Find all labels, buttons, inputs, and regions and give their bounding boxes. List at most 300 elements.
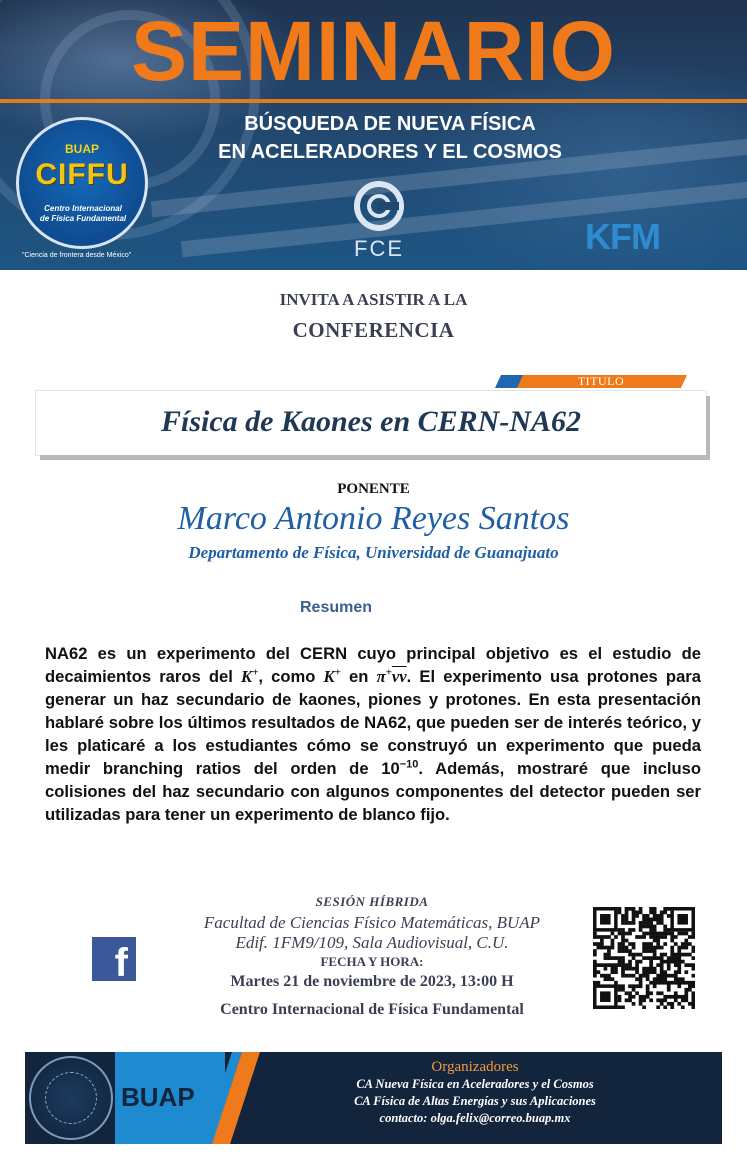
qr-module [632,967,636,971]
qr-module [653,911,657,915]
organizer-line: CA Física de Altas Energías y sus Aplicaciones [354,1094,596,1108]
qr-module [607,974,611,978]
qr-module [593,981,597,985]
qr-module [607,977,611,981]
qr-module [670,1005,674,1009]
qr-module [593,963,597,967]
qr-module [656,939,660,943]
qr-module [653,925,657,929]
qr-module [632,918,636,922]
seminar-topic-line: BÚSQUEDA DE NUEVA FÍSICA [244,113,536,135]
qr-module [628,991,632,995]
qr-module [653,953,657,957]
qr-module [649,970,653,974]
qr-module [611,967,615,971]
qr-module [670,946,674,950]
qr-module [670,995,674,999]
qr-module [621,935,625,939]
qr-module [635,911,639,915]
qr-module [663,907,667,911]
qr-module [621,988,625,992]
qr-module [618,949,622,953]
qr-module [677,981,681,985]
qr-module [653,907,657,911]
qr-module [625,918,629,922]
qr-module [625,946,629,950]
qr-module [639,974,643,978]
qr-module [674,956,678,960]
qr-module [656,918,660,922]
qr-module [691,946,695,950]
qr-module [607,946,611,950]
qr-module [618,1005,622,1009]
seminar-topic [200,110,580,166]
qr-module [593,932,597,936]
abstract-heading: Resumen [299,599,373,616]
qr-module [649,928,653,932]
qr-module [635,967,639,971]
qr-module [639,1002,643,1006]
qr-module [653,967,657,971]
qr-module [681,981,685,985]
qr-module [604,956,608,960]
fce-logo [344,180,414,264]
qr-module [628,953,632,957]
qr-module [611,956,615,960]
qr-module [593,953,597,957]
qr-module [653,949,657,953]
qr-module [677,1002,681,1006]
qr-module [656,963,660,967]
qr-module [674,963,678,967]
qr-module [691,956,695,960]
qr-module [611,977,615,981]
qr-module [646,914,650,918]
qr-module [684,995,688,999]
qr-module [621,932,625,936]
qr-module [691,949,695,953]
qr-module [618,942,622,946]
speaker-affiliation: Departamento de Física, Universidad de Guanajuato [188,543,559,562]
qr-module [677,949,681,953]
contact-email: contacto: olga.felix@correo.buap.mx [379,1111,571,1125]
invitation-line: INVITA A ASISTIR A LA [279,290,468,309]
qr-module [674,974,678,978]
qr-module [681,998,685,1002]
qr-module [656,998,660,1002]
qr-module [691,984,695,988]
qr-module [618,998,622,1002]
qr-module [628,960,632,964]
qr-module [625,967,629,971]
qr-module [600,939,604,943]
math-kaon [324,667,341,686]
qr-module [681,995,685,999]
qr-module [618,928,622,932]
qr-module [646,967,650,971]
qr-module [607,949,611,953]
qr-module [649,998,653,1002]
qr-module [688,942,692,946]
qr-module [681,953,685,957]
qr-module [646,921,650,925]
qr-module [656,942,660,946]
organizer-line: CA Nueva Física en Aceleradores y el Cosmos [356,1077,594,1091]
qr-module [656,921,660,925]
qr-module [667,988,671,992]
qr-module [607,956,611,960]
venue-line: Edif. 1FM9/109, Sala Audiovisual, C.U. [235,933,509,952]
seal-inner-ring [45,1072,97,1124]
qr-module [642,998,646,1002]
venue-line: Facultad de Ciencias Físico Matemáticas, BUAP [203,913,541,932]
qr-module [684,932,688,936]
speaker-label: PONENTE [337,481,410,497]
qr-module [649,991,653,995]
qr-module [677,977,681,981]
qr-module [642,918,646,922]
qr-module [632,921,636,925]
math-kaon [241,667,258,686]
qr-module [632,953,636,957]
talk-title-box [36,391,706,455]
title-tab-label: TITULO [577,374,625,388]
qr-module [667,981,671,985]
qr-module [639,907,643,911]
qr-module [691,935,695,939]
talk-title: Física de Kaones en CERN-NA62 [160,405,582,438]
qr-finder [677,914,688,925]
qr-module [625,991,629,995]
qr-module [660,974,664,978]
qr-module [625,963,629,967]
qr-module [646,970,650,974]
qr-module [625,911,629,915]
qr-module [688,981,692,985]
qr-module [677,953,681,957]
qr-module [635,960,639,964]
qr-module [649,949,653,953]
qr-module [611,946,615,950]
qr-module [621,1005,625,1009]
qr-module [670,1002,674,1006]
qr-module [674,981,678,985]
qr-module [660,963,664,967]
math-symbol: π [376,667,386,686]
qr-module [611,939,615,943]
qr-module [663,970,667,974]
qr-module [684,939,688,943]
organizers-title: Organizadores [431,1059,519,1075]
math-power [381,759,418,778]
qr-module [649,911,653,915]
qr-module [670,949,674,953]
qr-module [667,914,671,918]
abstract-text [45,642,701,826]
math-symbol: $\overline{\nu\nu}$ [391,667,407,686]
qr-module [635,991,639,995]
qr-module [604,963,608,967]
qr-module [660,911,664,915]
qr-module [625,907,629,911]
cifu-logo-university: BUAP [64,142,99,156]
qr-module [614,981,618,985]
qr-module [632,911,636,915]
qr-module [660,946,664,950]
qr-module [642,921,646,925]
qr-module [677,960,681,964]
qr-module [632,1002,636,1006]
cifu-logo-subtitle-line: Centro Internacional [44,204,122,213]
qr-module [691,1005,695,1009]
qr-module [597,970,601,974]
qr-module [642,942,646,946]
qr-module [632,956,636,960]
qr-module [660,981,664,985]
qr-module [656,932,660,936]
qr-module [639,953,643,957]
cifu-logo [16,117,148,249]
host-center: Centro Internacional de Física Fundamental [220,1001,524,1018]
qr-module [649,932,653,936]
qr-module [639,981,643,985]
qr-module [621,921,625,925]
qr-module [684,963,688,967]
math-superscript: −10 [399,758,419,771]
qr-module [639,998,643,1002]
qr-module [646,991,650,995]
qr-module [691,974,695,978]
qr-module [628,995,632,999]
qr-module [653,977,657,981]
qr-module [646,977,650,981]
qr-module [691,995,695,999]
qr-module [611,932,615,936]
qr-module [639,921,643,925]
qr-module [670,981,674,985]
kfm-logo: KFM [585,216,660,257]
qr-module [674,998,678,1002]
qr-module [663,960,667,964]
qr-module [607,935,611,939]
qr-module [660,932,664,936]
qr-module [663,928,667,932]
qr-module [625,932,629,936]
qr-module [621,974,625,978]
qr-module [632,995,636,999]
qr-module [674,960,678,964]
qr-module [611,963,615,967]
qr-module [660,914,664,918]
qr-module [691,981,695,985]
qr-module [649,963,653,967]
qr-module [614,963,618,967]
qr-module [625,998,629,1002]
qr-module [639,960,643,964]
qr-module [625,974,629,978]
qr-module [684,998,688,1002]
qr-module [646,942,650,946]
qr-module [600,963,604,967]
qr-module [688,953,692,957]
qr-module [653,918,657,922]
seminar-topic-line: EN ACELERADORES Y EL COSMOS [218,141,562,163]
qr-module [663,977,667,981]
qr-module [653,939,657,943]
qr-code-icon [593,907,695,1009]
qr-module [688,1002,692,1006]
qr-module [660,998,664,1002]
qr-module [684,991,688,995]
qr-module [674,977,678,981]
qr-module [642,925,646,929]
qr-module [649,918,653,922]
qr-module [663,925,667,929]
qr-module [621,918,625,922]
datetime-label: FECHA Y HORA: [320,954,424,969]
qr-module [653,984,657,988]
qr-module [621,960,625,964]
fce-emblem-icon [344,180,414,236]
organizers [265,1058,685,1127]
qr-module [628,949,632,953]
qr-module [625,949,629,953]
qr-module [593,960,597,964]
qr-module [621,914,625,918]
qr-module [625,921,629,925]
qr-module [621,984,625,988]
qr-module [663,935,667,939]
qr-module [642,974,646,978]
qr-module [621,942,625,946]
qr-module [656,1005,660,1009]
qr-module [621,939,625,943]
qr-module [663,953,667,957]
qr-module [621,963,625,967]
qr-module [632,988,636,992]
qr-module [646,918,650,922]
qr-module [649,946,653,950]
qr-module [646,995,650,999]
qr-module [639,984,643,988]
qr-module [684,953,688,957]
qr-module [614,956,618,960]
qr-module [593,942,597,946]
qr-module [628,907,632,911]
qr-module [597,942,601,946]
math-superscript: + [385,666,392,679]
qr-module [691,963,695,967]
qr-module [677,963,681,967]
qr-module [663,1005,667,1009]
qr-module [635,977,639,981]
qr-module [674,953,678,957]
qr-module [618,995,622,999]
qr-module [642,914,646,918]
qr-module [614,935,618,939]
qr-module [677,995,681,999]
qr-module [663,942,667,946]
qr-module [632,907,636,911]
qr-module [684,988,688,992]
qr-module [604,974,608,978]
qr-module [681,946,685,950]
qr-module [646,956,650,960]
qr-module [614,967,618,971]
qr-module [663,911,667,915]
qr-module [642,967,646,971]
qr-module [667,963,671,967]
qr-module [667,928,671,932]
cifu-logo-subtitle [29,204,137,224]
qr-module [691,1002,695,1006]
qr-module [614,970,618,974]
seminar-heading: SEMINARIO [130,4,617,98]
qr-module [663,995,667,999]
qr-module [618,911,622,915]
qr-module [604,946,608,950]
qr-module [642,995,646,999]
qr-module [632,914,636,918]
qr-module [639,995,643,999]
qr-code[interactable] [593,907,695,1009]
qr-module [688,984,692,988]
qr-module [600,942,604,946]
qr-module [653,932,657,936]
qr-module [670,960,674,964]
qr-module [642,946,646,950]
qr-module [625,939,629,943]
qr-module [653,956,657,960]
qr-module [660,991,664,995]
qr-module [632,984,636,988]
buap-wordmark: BUAP [121,1082,195,1112]
qr-module [660,935,664,939]
qr-module [597,946,601,950]
qr-module [667,984,671,988]
qr-module [621,967,625,971]
qr-module [681,932,685,936]
qr-module [618,956,622,960]
qr-module [646,988,650,992]
qr-module [642,1005,646,1009]
qr-module [691,998,695,1002]
qr-module [618,907,622,911]
qr-module [649,942,653,946]
qr-module [670,932,674,936]
qr-module [663,981,667,985]
qr-module [653,970,657,974]
facebook-icon[interactable] [92,937,136,981]
math-symbol: K [241,667,253,686]
qr-module [642,949,646,953]
qr-module [656,991,660,995]
qr-module [628,963,632,967]
qr-module [674,991,678,995]
qr-module [642,956,646,960]
qr-module [667,967,671,971]
qr-module [649,960,653,964]
qr-module [621,946,625,950]
qr-module [667,907,671,911]
qr-module [611,942,615,946]
qr-module [649,967,653,971]
qr-module [646,984,650,988]
qr-module [628,942,632,946]
qr-module [684,942,688,946]
qr-module [600,935,604,939]
qr-module [663,932,667,936]
